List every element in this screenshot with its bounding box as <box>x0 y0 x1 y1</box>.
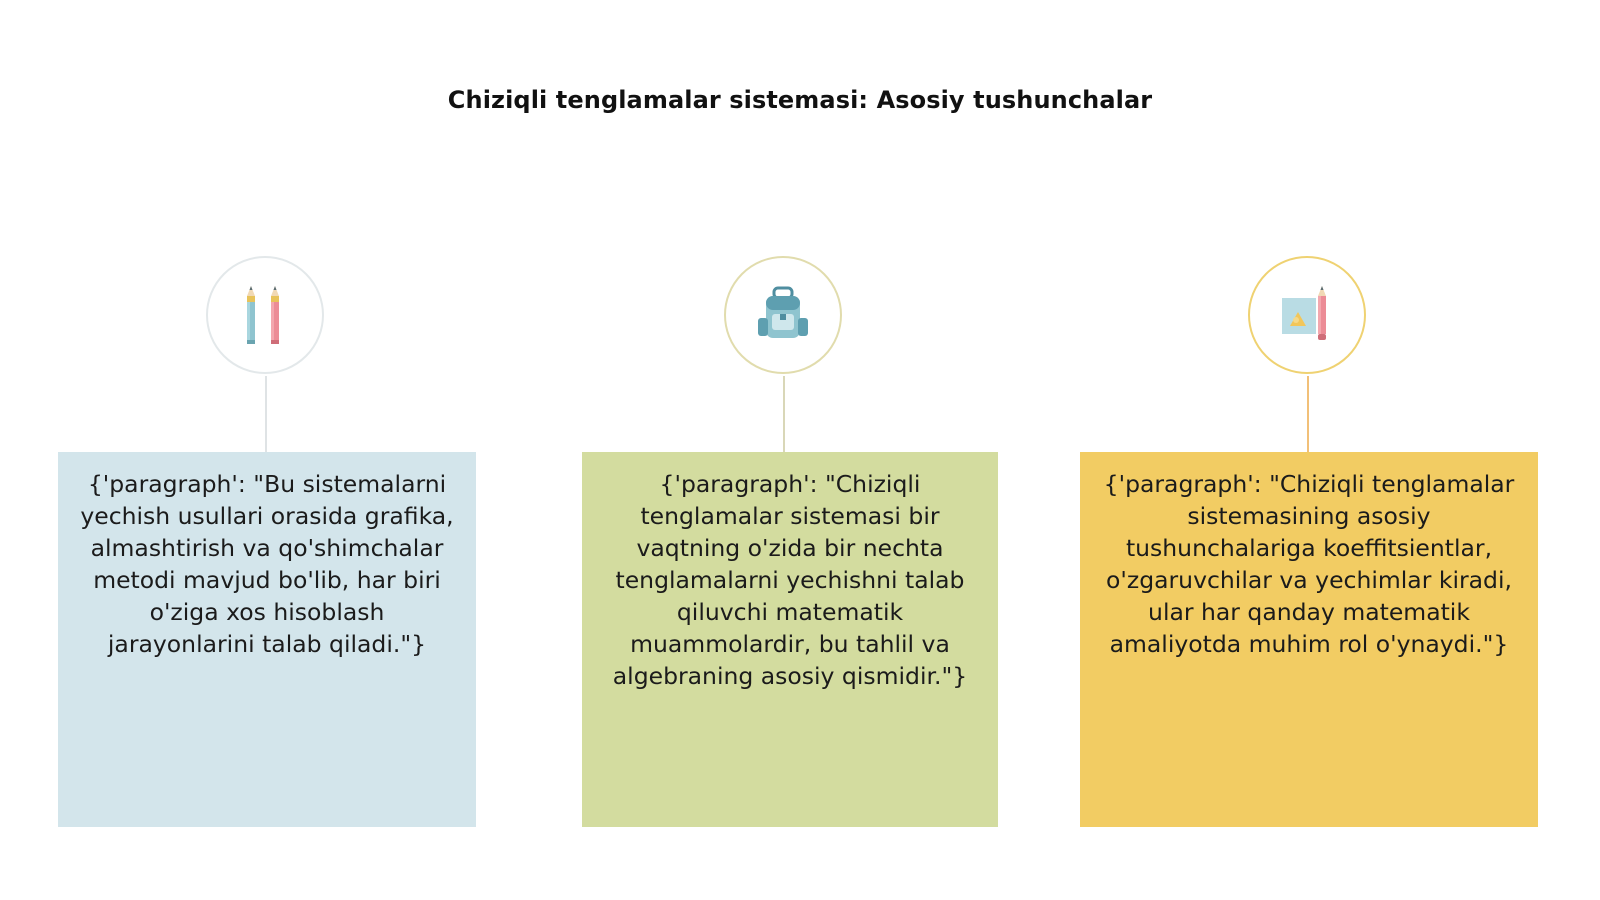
connector-line-1 <box>265 376 267 452</box>
pencils-icon <box>237 284 293 346</box>
card-text: {'paragraph': "Chiziqli tenglamalar sistemasining asosiy tushunchalariga koeffitsientlar, o'zgaruvchilar va yechimlar kiradi, ular har qanday matematik amaliyotda muhim rol o'ynaydi."} <box>1103 470 1515 658</box>
connector-line-2 <box>783 376 785 452</box>
card-text: {'paragraph': "Chiziqli tenglamalar sistemasi bir vaqtning o'zida bir nechta tenglamalarni yechishni talab qiluvchi matematik muammolardir, bu tahlil va algebraning asosiy qismidir."} <box>612 470 968 690</box>
backpack-icon <box>752 284 814 346</box>
info-card-1 <box>58 452 476 827</box>
drawing-pencil-icon <box>1276 284 1338 346</box>
icon-circle-2 <box>724 256 842 374</box>
page-title: Chiziqli tenglamalar sistemasi: Asosiy tushunchalar <box>447 86 1153 114</box>
card-text: {'paragraph': "Bu sistemalarni yechish usullari orasida grafika, almashtirish va qo'shimchalar metodi mavjud bo'lib, har biri o'ziga xos hisoblash jarayonlarini talab qiladi."} <box>80 470 454 658</box>
info-card-2 <box>582 452 998 827</box>
icon-circle-3 <box>1248 256 1366 374</box>
icon-circle-1 <box>206 256 324 374</box>
connector-line-3 <box>1307 376 1309 452</box>
info-card-3 <box>1080 452 1538 827</box>
